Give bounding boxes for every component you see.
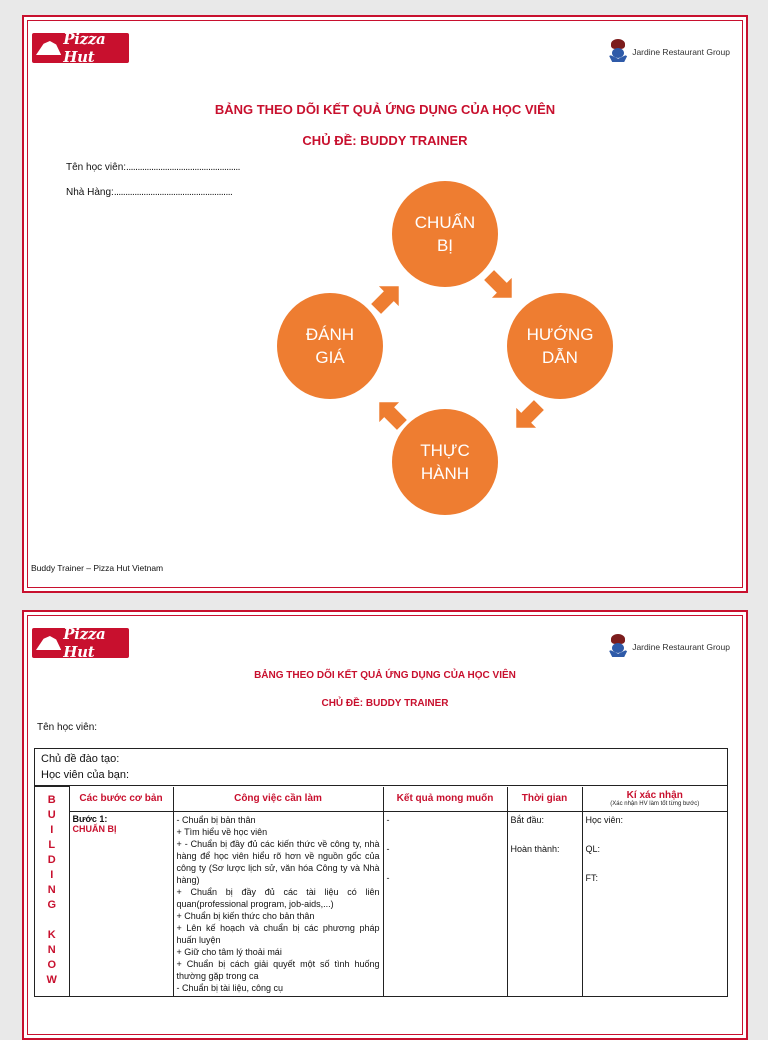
student-name-dots: ..................................................	[126, 162, 240, 173]
confirm-ft: FT:	[585, 872, 598, 883]
confirm-student: Học viên:	[585, 814, 624, 825]
header-time: Thời gian	[507, 787, 582, 812]
cycle-step-guide-line1: HƯỚNG	[526, 325, 594, 344]
header-tasks: Công việc cần làm	[173, 787, 383, 812]
pizza-hut-roof-icon	[36, 41, 61, 55]
task-item: + Lên kế hoạch và chuẩn bị các phương pháp huấn luyện	[176, 922, 380, 945]
tracking-table	[34, 748, 728, 997]
result-item: -	[386, 814, 390, 825]
document-page-2	[22, 610, 748, 1040]
result-item: -	[386, 843, 390, 854]
header-results: Kết quả mong muốn	[383, 787, 507, 812]
step-number: Bước 1:	[72, 813, 108, 824]
confirm-cell	[582, 811, 727, 996]
header-confirm-label: Kí xác nhận	[626, 790, 683, 801]
task-item: - Chuẩn bị tài liệu, công cụ	[176, 982, 284, 993]
cycle-step-prepare-line2: BỊ	[436, 236, 454, 255]
cycle-step-practice	[392, 409, 498, 515]
student-name-field	[66, 162, 240, 173]
jardine-logo	[608, 39, 730, 65]
thistle-icon	[608, 39, 628, 65]
cycle-step-guide-line2: DẪN	[542, 348, 578, 367]
student-name-label: Tên học viên:	[37, 722, 98, 733]
task-item: - Chuẩn bị bản thân	[176, 814, 256, 825]
jardine-logo-text: Jardine Restaurant Group	[632, 642, 730, 652]
task-item: + Chuẩn bị kiến thức cho bản thân	[176, 910, 315, 921]
cycle-step-practice-line1: THỰC	[420, 441, 470, 460]
table-info-block	[35, 749, 727, 786]
page-subtitle: CHỦ ĐỀ: BUDDY TRAINER	[302, 133, 468, 148]
cycle-step-prepare	[392, 181, 498, 287]
time-start: Bắt đầu:	[510, 814, 545, 825]
page-footer: Buddy Trainer – Pizza Hut Vietnam	[31, 563, 164, 573]
task-item: + Chuẩn bị đầy đủ các tài liệu có liên quan(professional program, job-aids,...)	[176, 886, 380, 909]
thistle-icon	[608, 634, 628, 660]
page-subtitle: CHỦ ĐỀ: BUDDY TRAINER	[321, 698, 449, 709]
cycle-step-evaluate	[277, 293, 383, 399]
jardine-logo	[608, 634, 730, 660]
task-item: + Chuẩn bị cách giải quyết một số tình huống thường gặp trong ca	[176, 958, 380, 981]
confirm-manager: QL:	[585, 843, 601, 854]
header-confirm-note: (Xác nhận HV làm tốt từng bước)	[610, 801, 700, 807]
page-title: BẢNG THEO DÕI KẾT QUẢ ỨNG DỤNG CỦA HỌC VIÊN	[214, 102, 556, 117]
task-item: + Tìm hiểu về học viên	[176, 826, 268, 837]
restaurant-dots: ....................................................	[113, 187, 233, 198]
pizza-hut-logo-text: Pizza Hut	[63, 625, 106, 661]
training-topic-label: Chủ đề đào tạo:	[41, 753, 120, 765]
step-cell	[69, 811, 173, 996]
restaurant-field	[66, 187, 232, 198]
steps-table	[35, 786, 727, 997]
result-item: -	[386, 872, 390, 883]
jardine-logo-text: Jardine Restaurant Group	[632, 47, 730, 57]
buddy-label: Học viên của bạn:	[41, 769, 130, 781]
table-row	[35, 811, 727, 996]
cycle-step-evaluate-line2: GIÁ	[315, 348, 345, 367]
task-item: + - Chuẩn bị đầy đủ các kiến thức về công ty, nhà hàng để học viên hiểu rõ hơn về nguồn gốc của công ty (Sơ lược lịch sử, văn hóa Công ty và Nhà hàng)	[176, 838, 380, 885]
pizza-hut-logo	[32, 625, 129, 661]
table-header-row	[35, 787, 727, 812]
vertical-building-knowledge: B U I L D I N G K N O W	[35, 787, 69, 997]
pizza-hut-logo-text: Pizza Hut	[63, 30, 106, 66]
student-name-label: Tên học viên:	[66, 162, 127, 173]
time-cell	[507, 811, 582, 996]
task-item: + Giữ cho tâm lý thoải mái	[176, 946, 282, 957]
time-finish: Hoàn thành:	[510, 843, 560, 854]
results-cell	[383, 811, 507, 996]
header-steps: Các bước cơ bản	[69, 787, 173, 812]
tasks-cell	[173, 811, 383, 996]
document-page-1	[22, 15, 748, 593]
page-title: BẢNG THEO DÕI KẾT QUẢ ỨNG DỤNG CỦA HỌC VIÊN	[254, 670, 516, 681]
cycle-step-prepare-line1: CHUẨN	[414, 213, 476, 232]
cycle-step-guide	[507, 293, 613, 399]
pizza-hut-roof-icon	[36, 636, 61, 650]
cycle-step-evaluate-line1: ĐÁNH	[305, 325, 355, 344]
pizza-hut-logo	[32, 30, 129, 66]
restaurant-label: Nhà Hàng:	[66, 187, 114, 198]
cycle-step-practice-line2: HÀNH	[420, 464, 470, 483]
step-name: CHUẨN BỊ	[72, 823, 117, 834]
header-confirm	[582, 787, 727, 812]
